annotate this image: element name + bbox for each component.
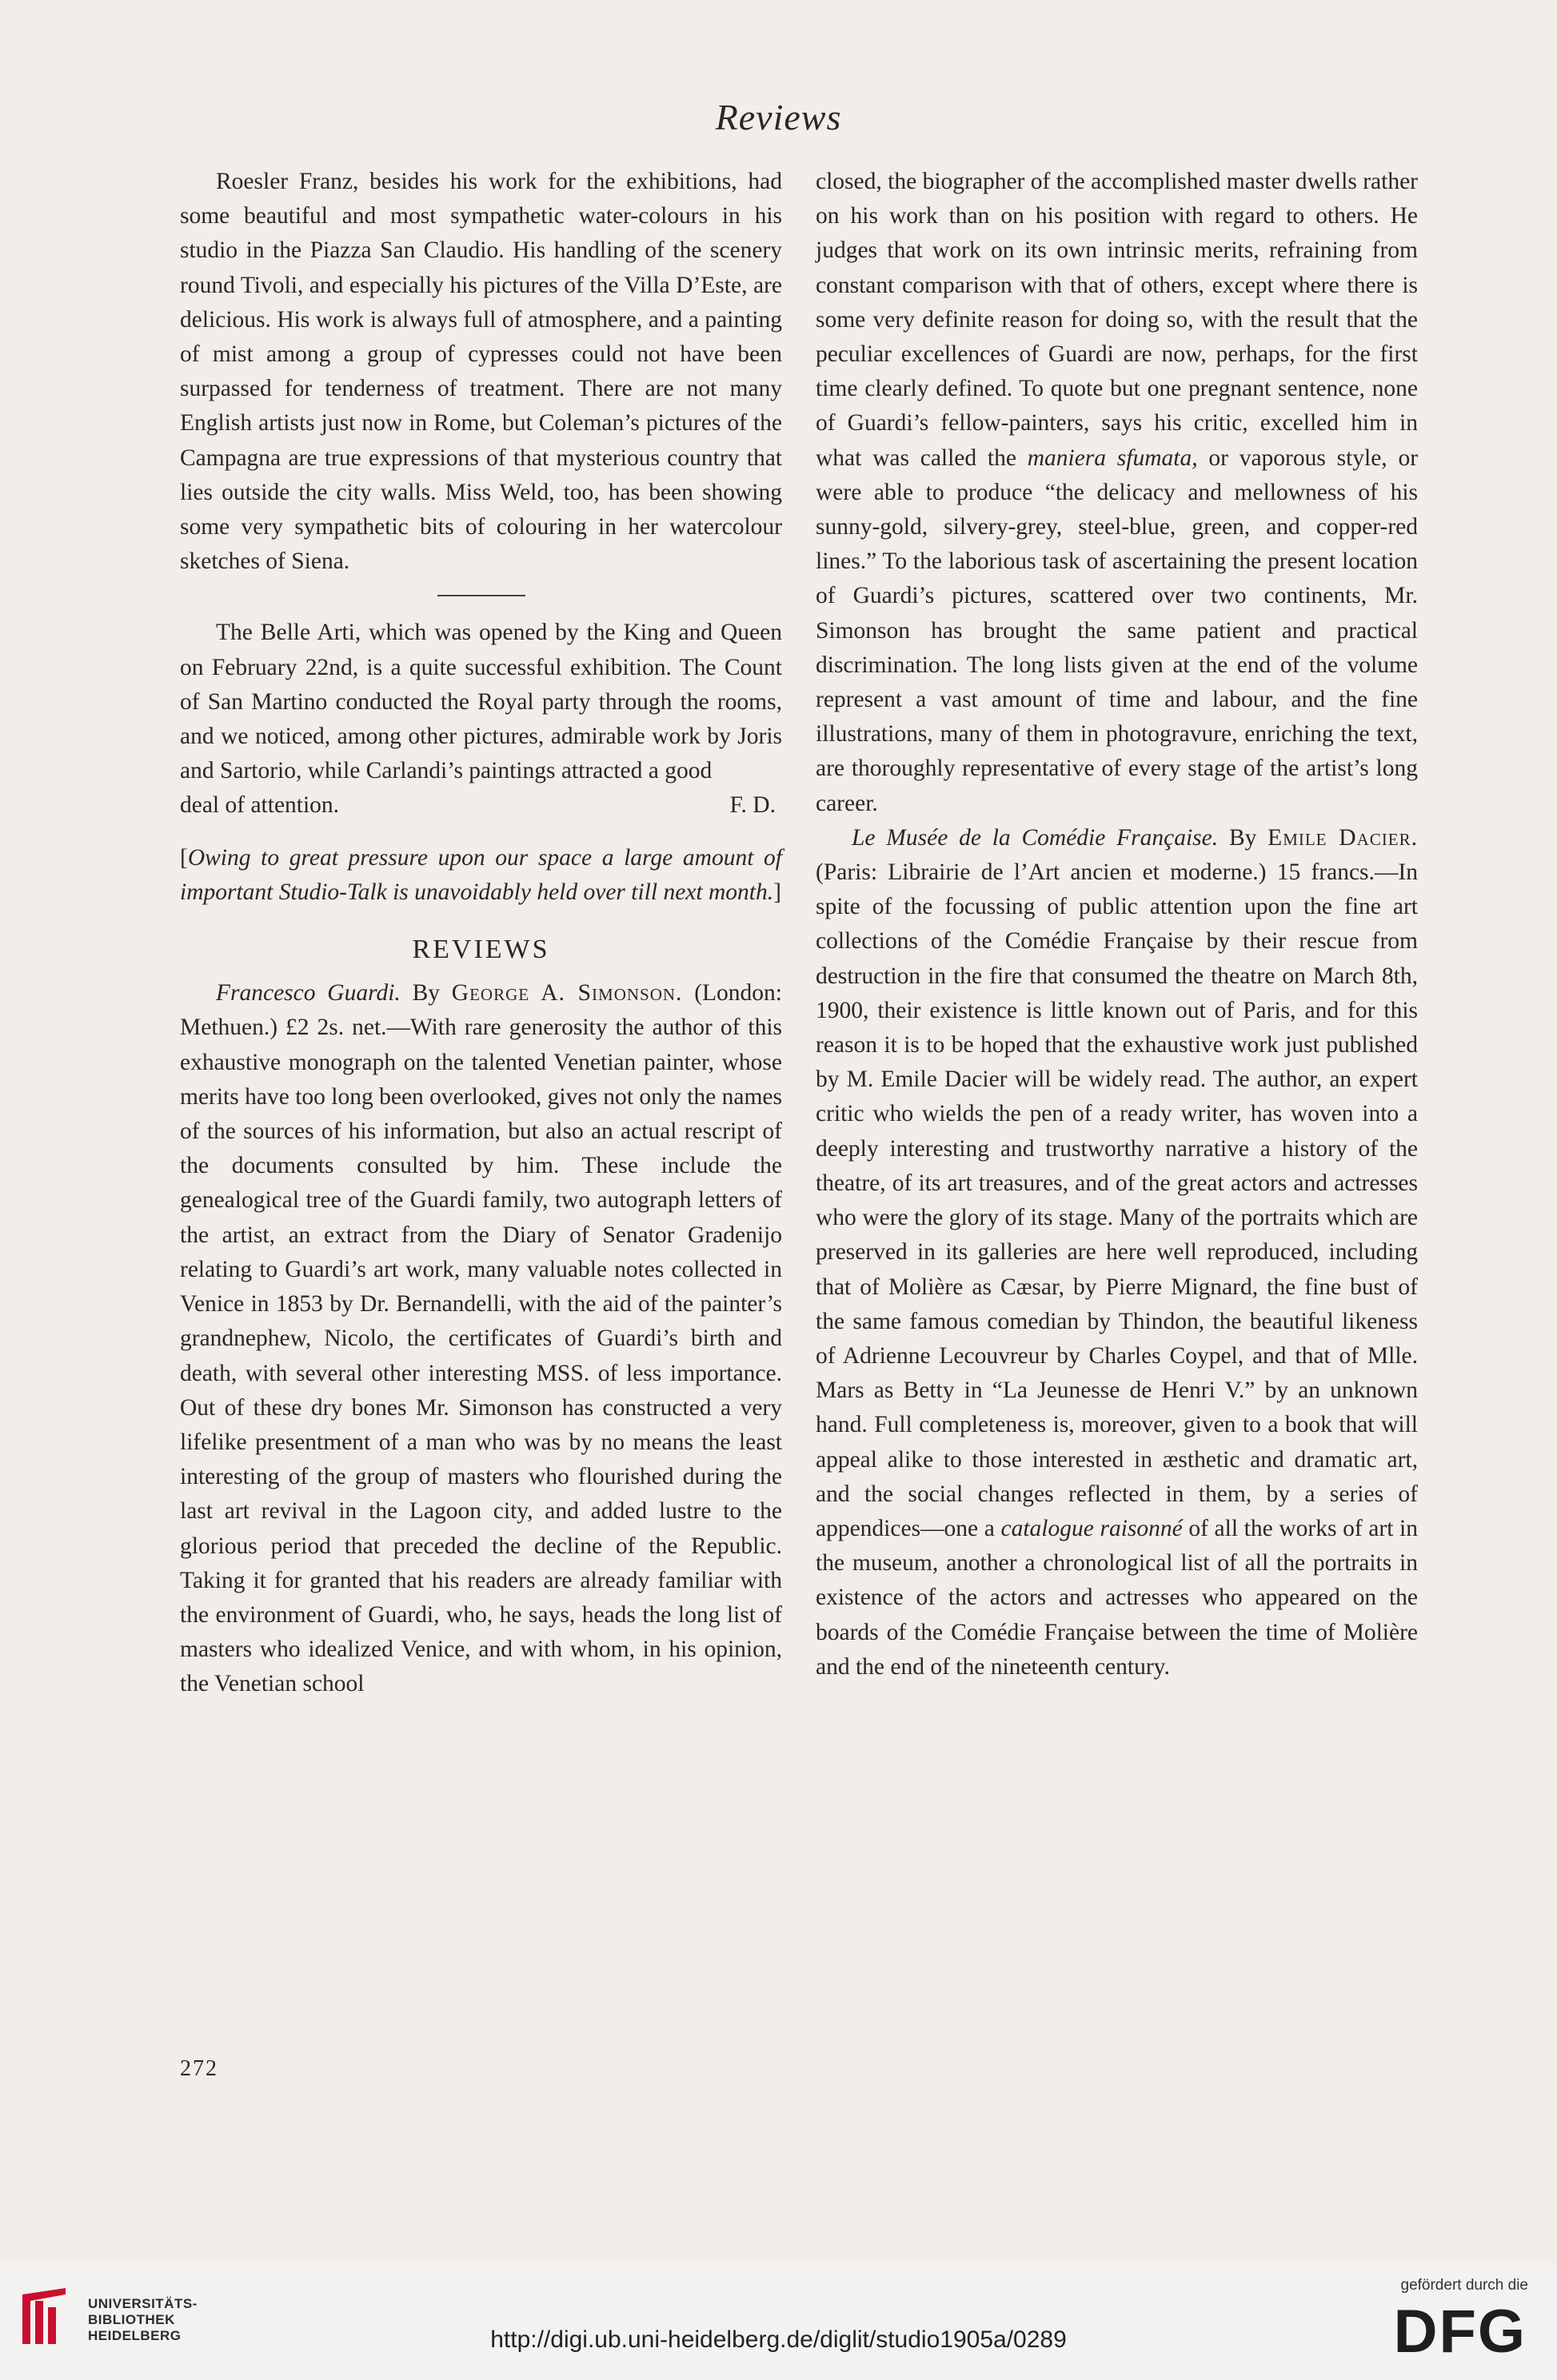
review-body: closed, the biographer of the accomplished master dwells rather on his work than on his position with regard to others. He judges that work on its own intrinsic merits, refraining from constant comparison with that of others, except where there is some very definite reason for doing so, with the result that the peculiar excellences of Guardi are now, perhaps, for the first time clearly defined. To quote but one pregnant sentence, none of Guardi’s fellow-painters, says his critic, excelled him in what was called the <box>816 169 1418 471</box>
author-initials: F. D. <box>729 792 776 819</box>
italic-term: maniera sfumata, <box>1027 445 1198 471</box>
review-title: Le Musée de la Comédie Française. <box>852 824 1219 851</box>
review-guardi-continued <box>816 165 1418 821</box>
review-author: Emile Dacier. <box>1268 824 1418 851</box>
review-title: Francesco Guardi. <box>216 980 401 1007</box>
review-body: or vaporous style, or were able to produce “the delicacy and mellowness of his sunny-gold, silvery-grey, steel-blue, green, and copper-red lines.” To the laborious task of ascertaining the present location of Guardi’s pictures, scattered over two continents, Mr. Simonson has brought the same patient and practical discrimination. The long lists given at the end of the volume represent a vast amount of time and labour, and the fine illustrations, many of them in photogravure, enriching the text, are thoroughly representative of every stage of the artist’s long career. <box>816 445 1419 816</box>
review-author: George A. Simonson. <box>451 980 683 1007</box>
right-column <box>816 165 1418 1684</box>
running-head: Reviews <box>715 97 842 138</box>
note-bracket-open: [ <box>180 844 188 871</box>
review-guardi <box>180 976 782 1701</box>
library-name-line: BIBLIOTHEK <box>88 2312 175 2327</box>
note-bracket-close: ] <box>773 879 781 905</box>
dfg-logo: DFG <box>1393 2298 1527 2366</box>
signoff-text: deal of attention. <box>180 792 340 819</box>
note-text: Owing to great pressure upon our space a large amount of important Studio-Talk is unavoidably held over till next month. <box>180 844 782 905</box>
library-name-line: UNIVERSITÄTS- <box>88 2296 198 2311</box>
review-by: By <box>1218 824 1268 851</box>
review-by: By <box>400 980 452 1007</box>
permalink-url[interactable]: http://digi.ub.uni-heidelberg.de/diglit/studio1905a/0289 <box>490 2326 1067 2353</box>
review-body: of all the works of art in the museum, another a chronological list of all the portraits in existence of the actors and actresses who appeared on the boards of the Comédie Française between the time of Molière and the end of the nineteenth century. <box>816 1515 1418 1680</box>
review-body: (Paris: Librairie de l’Art ancien et moderne.) 15 francs.—In spite of the focussing of public attention upon the fine art collections of the Comédie Française by their rescue from destruction in the fire that consumed the theatre on March 8th, 1900, their existence is little known out of Paris, and for this reason it is to be hoped that the exhaustive work just published by M. Emile Dacier will be widely read. The author, an expert critic who wields the pen of a ready writer, has woven into a deeply interesting and trustworthy narrative a history of the theatre, of its art treasures, and of the great actors and actresses who were the glory of its stage. Many of the portraits which are preserved in its galleries are here well reproduced, including that of Molière as Cæsar, by Pierre Mignard, the fine bust of the same famous comedian by Thindon, the beautiful likeness of Adrienne Lecouvreur by Charles Coypel, and that of Mlle. Mars as Betty in “La Jeunesse de Henri V.” by an unknown hand. Full completeness is, moreover, given to a book that will appeal alike to those interested in æsthetic and dramatic art, and the social changes reflected in them, by a series of appendices—one a <box>816 859 1418 1541</box>
review-body: (London: Methuen.) £2 2s. net.—With rare generosity the author of this exhaustive monograph on the talented Venetian painter, whose merits have too long been overlooked, gives not only the names of the sources of his information, but also an actual rescript of the documents consulted by him. These include the genealogical tree of the Guardi family, two autograph letters of the artist, an extract from the Diary of Senator Gradenijo relating to Guardi’s art work, many valuable notes collected in Venice in 1853 by Dr. Bernandelli, with the aid of the painter’s grandnephew, Nicolo, the certificates of Guardi’s birth and death, with several other interesting MSS. of less importance. Out of these dry bones Mr. Simonson has constructed a very lifelike presentment of a man who was by no means the least interesting of the group of masters who flourished during the last art revival in the Lagoon city, and added lustre to the glorious period that preceded the decline of the Republic. Taking it for granted that his readers are already familiar with the environment of Guardi, who, he says, heads the long list of masters who idealized Venice, and with whom, in his opinion, the Venetian school <box>180 980 782 1697</box>
signoff-line <box>180 788 782 823</box>
editorial-note <box>180 841 782 910</box>
paragraph-belle-arti: The Belle Arti, which was opened by the King and Queen on February 22nd, is a quite successful exhibition. The Count of San Martino conducted the Royal party through the rooms, and we noticed, among other pictures, admirable work by Joris and Sartorio, while Carlandi’s paintings attracted a good <box>180 620 782 784</box>
italic-term: catalogue raisonné <box>1000 1515 1183 1541</box>
paragraph-rome-artists: Roesler Franz, besides his work for the exhibitions, had some beautiful and most sympathetic water-colours in his studio in the Piazza San Claudio. His handling of the scenery round Tivoli, and especially his pictures of the Villa D’Este, are delicious. His work is always full of atmosphere, and a painting of mist among a group of cypresses could not have been surpassed for tenderness of treatment. There are not many English artists just now in Rome, but Coleman’s pictures of the Campagna are true expressions of that mysterious country that lies outside the city walls. Miss Weld, too, has been showing some very sympathetic bits of colouring in her watercolour sketches of Siena. <box>180 169 782 575</box>
viewer-footer <box>0 2262 1557 2380</box>
library-name-line: HEIDELBERG <box>88 2328 182 2343</box>
review-comedie-francaise <box>816 821 1418 1684</box>
left-column <box>180 165 782 1702</box>
funding-caption: gefördert durch die <box>1400 2277 1528 2294</box>
section-divider <box>437 595 525 596</box>
page-number: 272 <box>180 2056 218 2081</box>
section-heading-reviews: REVIEWS <box>412 935 550 965</box>
